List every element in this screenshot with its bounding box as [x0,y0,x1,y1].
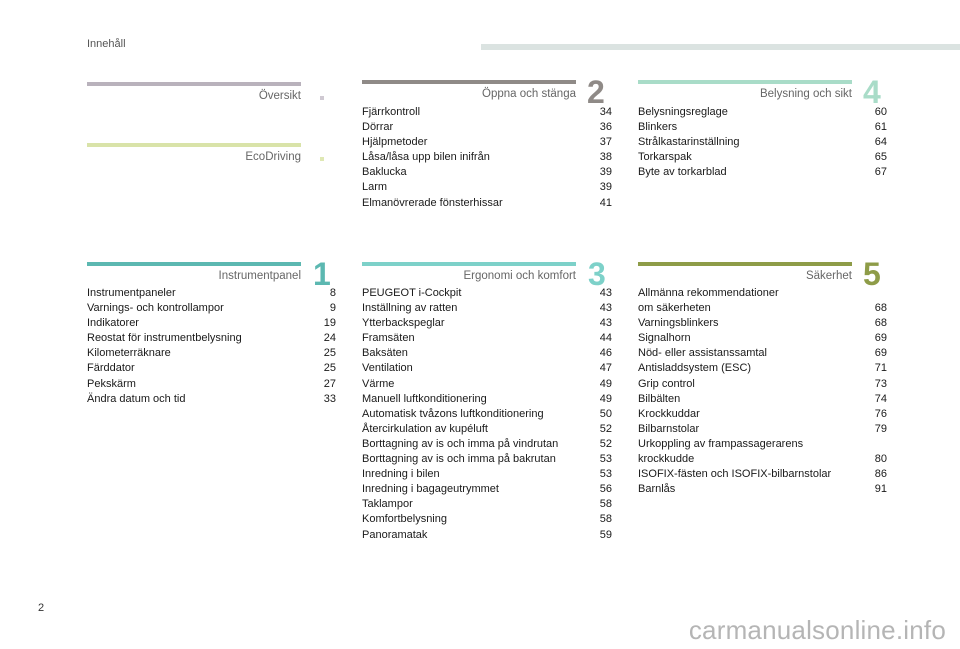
toc-entry-page: 8 [329,287,336,299]
toc-entry-label: Borttagning av is och imma på bakrutan [362,453,556,466]
toc-entry[interactable] [638,467,887,482]
toc-entry[interactable] [362,165,612,180]
toc-entry[interactable] [638,437,887,467]
toc-entry-label: Blinkers [638,121,678,134]
section-bar [87,82,301,86]
toc-entry-label: Manuell luftkonditionering [362,392,487,405]
section-number: 3 [588,256,606,292]
toc-entry-label: Taklampor [362,498,413,511]
toc-entry[interactable] [638,482,887,497]
toc-entry-page: 39 [599,181,612,194]
toc-entry-page: 33 [323,392,336,405]
toc-entry-label: Torkarspak [638,151,692,164]
toc-entry-label: Larm [362,181,388,194]
toc-entry-label: Låsa/låsa upp bilen inifrån [362,151,490,164]
section-belysning [638,80,852,104]
header-bar [481,44,960,50]
toc-entry[interactable] [87,392,336,407]
toc-entry-page: 49 [599,377,612,390]
toc-entry[interactable] [638,316,887,331]
toc-entry-page: 9 [329,302,336,315]
section-ecodriving [87,143,301,167]
toc-entry-page: 56 [599,483,612,496]
toc-entry[interactable] [638,361,887,376]
toc-entry[interactable] [362,482,612,497]
section-number: 1 [313,256,331,292]
toc-entry-label: Färddator [87,362,135,375]
toc-entry-label: Panoramatak [362,528,428,541]
toc-entry-page: 71 [874,362,887,375]
toc-entry-page: 25 [323,347,336,360]
section-title: Öppna och stänga [482,88,576,100]
toc-entry-label: Antisladdsystem (ESC) [638,362,752,375]
toc-entry-label: Varnings- och kontrollampor [87,302,224,315]
toc-entry-label: Strålkastarinställning [638,136,740,149]
toc-list-instrumentpanel [87,286,336,407]
toc-entry-page: 43 [599,287,612,299]
section-instrumentpanel [87,262,301,286]
toc-entry-page: 80 [874,453,887,466]
toc-entry-page: 43 [599,302,612,315]
toc-entry[interactable] [87,361,336,376]
toc-entry[interactable] [362,392,612,407]
toc-entry[interactable] [362,437,612,452]
toc-entry-page: 25 [323,362,336,375]
toc-entry-label: Borttagning av is och imma på vindrutan [362,437,559,450]
toc-entry[interactable] [362,346,612,361]
toc-entry[interactable] [638,165,887,180]
toc-entry-label: Reostat för instrumentbelysning [87,332,242,345]
toc-entry[interactable] [638,120,887,135]
toc-entry-page: 53 [599,453,612,466]
toc-entry-page: 69 [874,332,887,345]
toc-entry-page: 76 [874,407,887,420]
toc-entry-page: 79 [874,422,887,435]
toc-entry-label: Pekskärm [87,377,136,390]
section-bar [87,262,301,266]
toc-entry-label: Inställning av ratten [362,302,458,315]
section-number: 2 [587,74,605,110]
section-sakerhet [638,262,852,286]
toc-entry-label: Barnlås [638,483,676,496]
toc-entry[interactable] [362,150,612,165]
toc-entry[interactable] [362,331,612,346]
toc-entry[interactable] [362,361,612,376]
toc-entry[interactable] [362,422,612,437]
toc-entry[interactable] [362,180,612,195]
toc-entry[interactable] [362,316,612,331]
toc-entry-page: 69 [874,347,887,360]
toc-entry-label: PEUGEOT i-Cockpit [362,287,462,299]
toc-entry[interactable] [638,331,887,346]
toc-entry-label: Bilbälten [638,392,681,405]
toc-entry-page: 50 [599,407,612,420]
toc-entry-page: 52 [599,437,612,450]
toc-entry-label: Ändra datum och tid [87,392,186,405]
toc-entry-page: 53 [599,468,612,481]
toc-entry-label: Ytterbackspeglar [362,317,445,330]
toc-entry-page: 36 [599,121,612,134]
toc-entry-page: 68 [874,317,887,330]
toc-entry[interactable] [362,196,612,211]
section-ergonomi [362,262,576,286]
toc-entry-page: 68 [874,302,887,315]
toc-entry-label: Nöd- eller assistanssamtal [638,347,767,360]
toc-entry-label: Instrumentpaneler [87,287,176,299]
toc-entry-label: Kilometerräknare [87,347,171,360]
toc-entry-page: 37 [599,136,612,149]
toc-entry-label: Varningsblinkers [638,317,719,330]
toc-entry-page: 58 [599,513,612,526]
toc-entry-label: Indikatorer [87,317,139,330]
toc-entry-label: Bilbarnstolar [638,422,700,435]
toc-entry[interactable] [638,135,887,150]
watermark: carmanualsonline.info [688,615,946,645]
toc-entry[interactable] [362,301,612,316]
section-title: Belysning och sikt [759,88,852,100]
toc-entry-label: Inredning i bilen [362,468,440,481]
toc-entry-label: Återcirkulation av kupéluft [362,422,488,435]
toc-entry-page: 27 [323,377,336,390]
toc-entry[interactable] [87,316,336,331]
toc-entry[interactable] [638,105,887,120]
toc-entry-label: Byte av torkarblad [638,166,727,179]
toc-entry[interactable] [362,105,612,120]
toc-entry[interactable] [638,392,887,407]
toc-entry-page: 44 [599,332,612,345]
toc-entry-page: 67 [874,166,887,179]
toc-entry[interactable] [638,422,887,437]
toc-entry-label: Allmänna rekommendationer om säkerheten [638,287,779,315]
toc-entry[interactable] [362,512,612,527]
toc-entry-label: Ventilation [362,362,413,375]
toc-entry-label: Urkoppling av frampassagerarens krockkudde [638,437,804,466]
toc-entry[interactable] [638,150,887,165]
toc-entry-page: 34 [599,106,612,118]
section-bar [638,262,852,266]
section-title: Översikt [258,90,301,102]
section-bar [362,262,576,266]
toc-entry[interactable] [87,377,336,392]
page-header-label: Innehåll [87,38,126,50]
toc-entry[interactable] [362,286,612,301]
toc-entry-page: 19 [323,317,336,330]
toc-entry[interactable] [362,497,612,512]
toc-list-ergonomi [362,286,612,543]
toc-entry-label: Grip control [638,377,695,390]
toc-entry[interactable] [87,331,336,346]
toc-entry-label: Framsäten [362,332,415,345]
toc-entry-page: 61 [874,121,887,134]
toc-entry-page: 60 [874,106,887,118]
section-title: Ergonomi och komfort [463,270,576,282]
toc-entry[interactable] [362,467,612,482]
toc-list-sakerhet [638,286,887,497]
toc-entry[interactable] [87,286,336,301]
toc-entry-page: 91 [874,483,887,496]
toc-entry-label: Baksäten [362,347,408,360]
section-title: Säkerhet [805,270,852,282]
toc-entry[interactable] [362,377,612,392]
toc-entry-page: 58 [599,498,612,511]
toc-entry-page: 65 [874,151,887,164]
section-title: Instrumentpanel [218,270,301,282]
toc-entry[interactable] [638,286,887,316]
toc-entry-page: 24 [323,332,336,345]
section-bar [87,143,301,147]
toc-entry[interactable] [362,452,612,467]
page-number: 2 [38,602,45,614]
toc-entry-page: 64 [874,136,887,149]
toc-entry[interactable] [87,301,336,316]
toc-entry-page: 46 [599,347,612,360]
toc-entry-label: Fjärrkontroll [362,106,421,118]
toc-entry-page: 43 [599,317,612,330]
toc-entry-page: 39 [599,166,612,179]
toc-entry-page: 38 [599,151,612,164]
toc-entry-page: 47 [599,362,612,375]
toc-entry-label: Automatisk tvåzons luftkonditionering [362,407,544,420]
toc-list-oppna [362,105,612,211]
toc-entry-page: 52 [599,422,612,435]
toc-entry-label: Hjälpmetoder [362,136,428,149]
toc-entry-label: Elmanövrerade fönsterhissar [362,196,503,209]
toc-entry-label: ISOFIX-fästen och ISOFIX-bilbarnstolar [638,468,832,481]
toc-entry-label: Inredning i bagageutrymmet [362,483,499,496]
toc-entry[interactable] [638,346,887,361]
toc-entry-label: Baklucka [362,166,407,179]
toc-entry-page: 49 [599,392,612,405]
toc-entry[interactable] [638,407,887,422]
toc-entry-label: Belysningsreglage [638,106,728,118]
toc-entry-page: 73 [874,377,887,390]
toc-entry-label: Dörrar [362,121,394,134]
toc-entry[interactable] [362,528,612,543]
toc-list-belysning [638,105,887,180]
toc-entry[interactable] [362,120,612,135]
toc-entry-page: 41 [599,196,612,209]
toc-entry-label: Signalhorn [638,332,691,345]
section-bar [638,80,852,84]
toc-entry[interactable] [638,377,887,392]
toc-entry[interactable] [87,346,336,361]
section-oversikt [87,82,301,106]
section-number: 4 [863,74,881,110]
toc-entry-label: Värme [362,377,395,390]
toc-entry[interactable] [362,135,612,150]
section-marker [320,96,324,100]
section-number: 5 [863,256,881,292]
section-marker [320,157,324,161]
section-bar [362,80,576,84]
section-title: EcoDriving [245,151,301,163]
toc-entry-page: 59 [599,528,612,541]
toc-entry-label: Komfortbelysning [362,513,447,526]
toc-entry-page: 74 [874,392,887,405]
toc-entry-label: Krockkuddar [638,407,700,420]
toc-entry-page: 86 [874,468,887,481]
section-oppna [362,80,576,104]
toc-entry[interactable] [362,407,612,422]
